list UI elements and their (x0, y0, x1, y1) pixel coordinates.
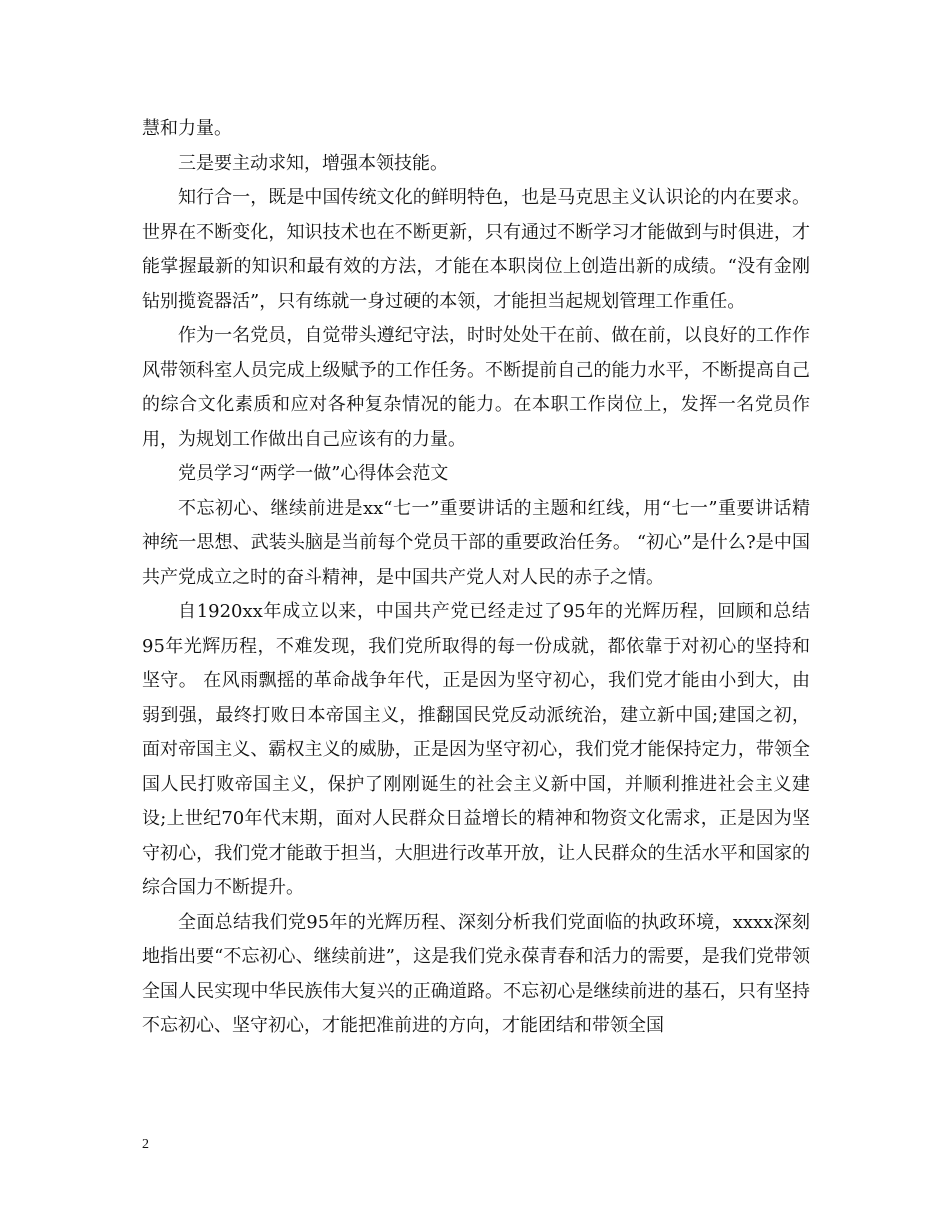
paragraph-party-member-role: 作为一名党员，自觉带头遵纪守法，时时处处干在前、做在前，以良好的工作作风带领科室人员完成上级赋予的工作任务。不断提前自己的能力水平，不断提高自己的综合文化素质和应对各种复杂情况的能力。在本职工作岗位上，发挥一名党员作用，为规划工作做出自己应该有的力量。 (142, 325, 810, 450)
document-body (142, 112, 810, 1044)
section-title: 党员学习“两学一做”心得体会范文 (178, 463, 449, 484)
page-number: 2 (142, 1137, 149, 1152)
paragraph-continuation: 慧和力量。 (142, 118, 232, 139)
paragraph-heading-third-point: 三是要主动求知，增强本领技能。 (178, 152, 448, 174)
paragraph-summary: 全面总结我们党95年的光辉历程、深刻分析我们党面临的执政环境，xxxx深刻地指出要“不忘初心、继续前进”，这是我们党永葆青春和活力的需要，是我们党带领全国人民实现中华民族伟大复兴的正确道路。不忘初心是继续前进的基石，只有坚持不忘初心、坚守初心，才能把准前进的方向，才能团结和带领全国 (142, 911, 810, 1036)
paragraph-original-aspiration: 不忘初心、继续前进是xx“七一”重要讲话的主题和红线，用“七一”重要讲话精神统一思想、武装头脑是当前每个党员干部的重要政治任务。 “初心”是什么?是中国共产党成立之时的奋斗精神，是中国共产党人对人民的赤子之情。 (142, 497, 810, 588)
paragraph-party-history: 自1920xx年成立以来，中国共产党已经走过了95年的光辉历程，回顾和总结95年光辉历程，不难发现，我们党所取得的每一份成就，都依靠于对初心的坚持和坚守。 在风雨飘摇的革命战争年代，正是因为坚守初心，我们党才能由小到大，由弱到强，最终打败日本帝国主义，推翻国民党反动派统治，建立新中国;建国之初，面对帝国主义、霸权主义的威胁，正是因为坚守初心，我们党才能保持定力，带领全国人民打败帝国主义，保护了刚刚诞生的社会主义新中国，并顺利推进社会主义建设;上世纪70年代末期，面对人民群众日益增长的精神和物资文化需求，正是因为坚守初心，我们党才能敢于担当，大胆进行改革开放，让人民群众的生活水平和国家的综合国力不断提升。 (142, 601, 810, 898)
paragraph-knowledge-action: 知行合一，既是中国传统文化的鲜明特色，也是马克思主义认识论的内在要求。世界在不断变化，知识技术也在不断更新，只有通过不断学习才能做到与时俱进，才能掌握最新的知识和最有效的方法，才能在本职岗位上创造出新的成绩。“没有金刚钻别揽瓷器活”，只有练就一身过硬的本领，才能担当起规划管理工作重任。 (142, 187, 810, 312)
